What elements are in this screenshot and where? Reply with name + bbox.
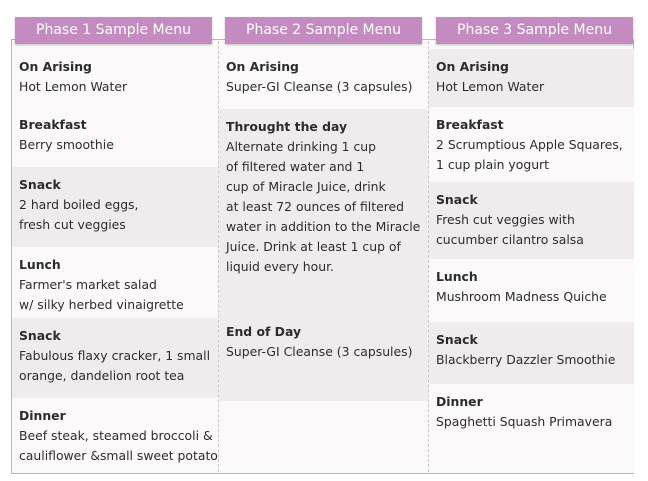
section-line: Super-GI Cleanse (3 capsules): [226, 344, 413, 359]
section-title: Lunch: [436, 269, 478, 284]
column-divider: [218, 41, 219, 472]
menu-section: [429, 322, 634, 384]
section-line: cauliflower &small sweet potato: [19, 448, 218, 463]
menu-section: [429, 384, 634, 473]
section-line: water in addition to the Miracle: [226, 219, 421, 234]
section-line: orange, dandelion root tea: [19, 368, 185, 383]
menu-section: [12, 167, 218, 247]
section-line: liquid every hour.: [226, 259, 334, 274]
section-line: at least 72 ounces of filtered: [226, 199, 405, 214]
section-title: Snack: [19, 328, 61, 343]
section-title: Snack: [19, 177, 61, 192]
phase-1-header: Phase 1 Sample Menu: [15, 17, 212, 44]
menu-section: [429, 259, 634, 322]
section-line: cucumber cilantro salsa: [436, 232, 584, 247]
section-line: Juice. Drink at least 1 cup of: [226, 239, 401, 254]
section-title: Breakfast: [436, 117, 504, 132]
menu-section: [219, 49, 428, 109]
menu-section: [429, 107, 634, 182]
section-line: Spaghetti Squash Primavera: [436, 414, 613, 429]
section-line: 2 hard boiled eggs,: [19, 197, 139, 212]
section-line: Mushroom Madness Quiche: [436, 289, 607, 304]
section-title: On Arising: [19, 59, 92, 74]
section-title: Dinner: [19, 408, 66, 423]
section-title: Lunch: [19, 257, 61, 272]
section-line: w/ silky herbed vinaigrette: [19, 297, 184, 312]
section-line: 2 Scrumptious Apple Squares,: [436, 137, 623, 152]
section-title: On Arising: [436, 59, 509, 74]
section-line: Fresh cut veggies with: [436, 212, 575, 227]
phase-2-header: Phase 2 Sample Menu: [225, 17, 422, 44]
section-line: fresh cut veggies: [19, 217, 126, 232]
section-line: Farmer's market salad: [19, 277, 157, 292]
section-title: Throught the day: [226, 119, 348, 134]
section-title: Breakfast: [19, 117, 87, 132]
section-line: Berry smoothie: [19, 137, 114, 152]
section-title: Snack: [436, 192, 478, 207]
section-title: Dinner: [436, 394, 483, 409]
section-line: 1 cup plain yogurt: [436, 157, 550, 172]
section-line: Alternate drinking 1 cup: [226, 139, 377, 154]
section-title: Snack: [436, 332, 478, 347]
section-title: End of Day: [226, 324, 302, 339]
menu-section: [12, 49, 218, 107]
section-line: Beef steak, steamed broccoli &: [19, 428, 213, 443]
menu-section: [429, 182, 634, 259]
menu-section: [12, 318, 218, 398]
menu-section: [12, 107, 218, 167]
column-divider: [428, 41, 429, 472]
section-line: Blackberry Dazzler Smoothie: [436, 352, 616, 367]
menu-section: [219, 314, 428, 401]
empty-cell: [219, 401, 428, 473]
section-line: Fabulous flaxy cracker, 1 small: [19, 348, 211, 363]
phase-3-header: Phase 3 Sample Menu: [436, 17, 633, 44]
menu-section: [12, 247, 218, 318]
section-line: Super-GI Cleanse (3 capsules): [226, 79, 413, 94]
section-title: On Arising: [226, 59, 299, 74]
menu-section: [12, 398, 218, 473]
section-line: Hot Lemon Water: [19, 79, 128, 94]
section-line: cup of Miracle Juice, drink: [226, 179, 386, 194]
section-line: Hot Lemon Water: [436, 79, 545, 94]
section-line: of filtered water and 1: [226, 159, 365, 174]
menu-section: [429, 49, 634, 107]
menu-section: [219, 109, 428, 314]
